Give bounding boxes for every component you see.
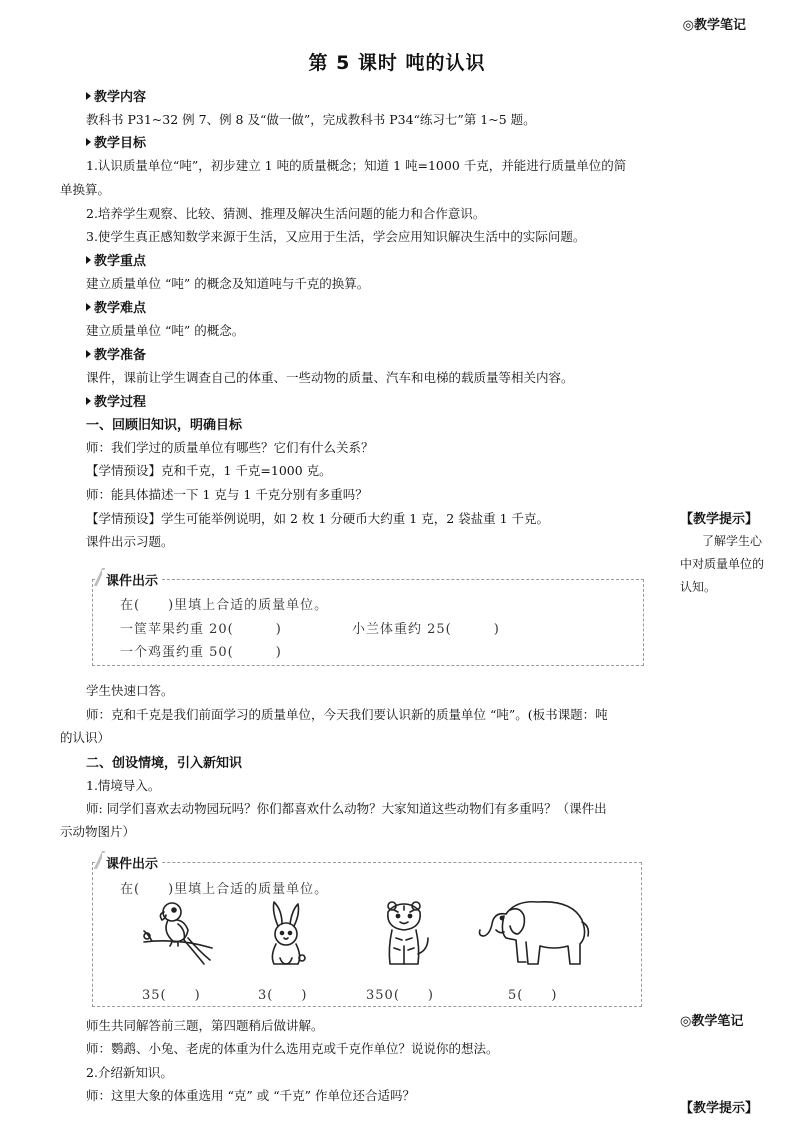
tiger-icon: [378, 898, 434, 968]
goal-2: 2.培养学生观察、比较、猜测、推理及解决生活问题的能力和合作意识。: [86, 206, 486, 221]
part-2-heading: 二、创设情境，引入新知识: [86, 756, 243, 771]
rabbit-icon: [262, 900, 310, 970]
part-1-heading: 一、回顾旧知识，明确目标: [86, 418, 243, 433]
box-1-item-apples: 一筐苹果约重 20( ): [120, 622, 282, 637]
box-1-item-egg: 一个鸡蛋约重 50( ): [120, 645, 282, 660]
goal-1-line-a: 1.认识质量单位“吨”，初步建立 1 吨的质量概念；知道 1 吨=1000 千克，并能进行质量单位的简: [86, 158, 627, 173]
section-head-goals: 教学目标: [86, 132, 146, 151]
part-1-line-2: 【学情预设】克和千克，1 千克=1000 克。: [86, 463, 332, 478]
teaching-notes-sidebar: ◎教学笔记: [680, 1014, 744, 1029]
triangle-bullet-icon: [86, 397, 91, 405]
section-head-prep: 教学准备: [86, 344, 146, 363]
part-2-line-4: 师：鹦鹉、小兔、老虎的体重为什么选用克或千克作单位？说说你的想法。: [86, 1041, 499, 1056]
part-1-line-3: 师：能具体描述一下 1 克与 1 千克分别有多重吗？: [86, 487, 368, 502]
box-1-label: 课件出示: [102, 570, 162, 589]
page-title: 第 5 课时 吨的认识: [308, 52, 486, 74]
part-2-line-2b: 示动物图片）: [60, 824, 136, 839]
part-2-line-6: 师：这里大象的体重选用 “克” 或 “千克” 作单位还合适吗？: [86, 1088, 415, 1103]
section-head-key: 教学重点: [86, 250, 146, 269]
triangle-bullet-icon: [86, 256, 91, 264]
box-1-instruction: 在( )里填上合适的质量单位。: [120, 598, 329, 613]
box-2-answer-parrot: 35( ): [142, 988, 201, 1003]
section-head-content: 教学内容: [86, 86, 146, 105]
prep-text: 课件，课前让学生调查自己的体重、一些动物的质量、汽车和电梯的载质量等相关内容。: [86, 370, 574, 385]
part-1-line-4: 【学情预设】学生可能举例说明，如 2 枚 1 分硬币大约重 1 克，2 袋盐重 1 千克。: [86, 511, 550, 526]
part-1-line-7b: 的认识）: [60, 730, 111, 745]
part-1-line-5: 课件出示习题。: [86, 534, 174, 549]
part-1-line-7a: 师：克和千克是我们前面学习的质量单位，今天我们要认识新的质量单位 “吨”。(板书课题：吨: [86, 707, 608, 722]
triangle-bullet-icon: [86, 303, 91, 311]
part-2-line-5: 2.介绍新知识。: [86, 1065, 173, 1080]
goal-1-line-b: 单换算。: [60, 182, 111, 197]
parrot-icon: [140, 898, 216, 968]
content-text: 教科书 P31~32 例 7、例 8 及“做一做”，完成教科书 P34“练习七”第 1~5 题。: [86, 112, 536, 127]
box-1-item-xiaolan: 小兰体重约 25( ): [352, 622, 500, 637]
teaching-notes-header: ◎教学笔记: [682, 18, 746, 33]
box-2-label: 课件出示: [102, 853, 162, 872]
section-head-difficulty: 教学难点: [86, 297, 146, 316]
part-2-line-2a: 师: 同学们喜欢去动物园玩吗？你们都喜欢什么动物？大家知道这些动物们有多重吗？（课件出: [86, 801, 607, 816]
box-2-instruction: 在( )里填上合适的质量单位。: [120, 882, 329, 897]
box-2-answer-rabbit: 3( ): [258, 988, 308, 1003]
part-2-line-3: 师生共同解答前三题，第四题稍后做讲解。: [86, 1018, 324, 1033]
teaching-tip-line-2: 中对质量单位的: [680, 557, 765, 571]
teaching-tip-line-1: 了解学生心: [702, 534, 763, 548]
box-2-answer-elephant: 5( ): [508, 988, 558, 1003]
goal-3: 3.使学生真正感知数学来源于生活，又应用于生活，学会应用知识解决生活中的实际问题。: [86, 229, 586, 244]
triangle-bullet-icon: [86, 138, 91, 146]
part-1-line-1: 师：我们学过的质量单位有哪些？它们有什么关系？: [86, 440, 374, 455]
teaching-tip-heading: 【教学提示】: [680, 512, 759, 527]
triangle-bullet-icon: [86, 350, 91, 358]
box-2-answer-tiger: 350( ): [366, 988, 434, 1003]
teaching-tip-heading-2: 【教学提示】: [680, 1101, 759, 1116]
difficulty-text: 建立质量单位 “吨” 的概念。: [86, 323, 245, 338]
elephant-icon: [476, 896, 594, 968]
section-head-process: 教学过程: [86, 391, 146, 410]
teaching-tip-line-3: 认知。: [680, 580, 717, 594]
part-1-line-6: 学生快速口答。: [86, 683, 174, 698]
part-2-line-1: 1.情境导入。: [86, 778, 161, 793]
key-text: 建立质量单位 “吨” 的概念及知道吨与千克的换算。: [86, 276, 370, 291]
triangle-bullet-icon: [86, 92, 91, 100]
